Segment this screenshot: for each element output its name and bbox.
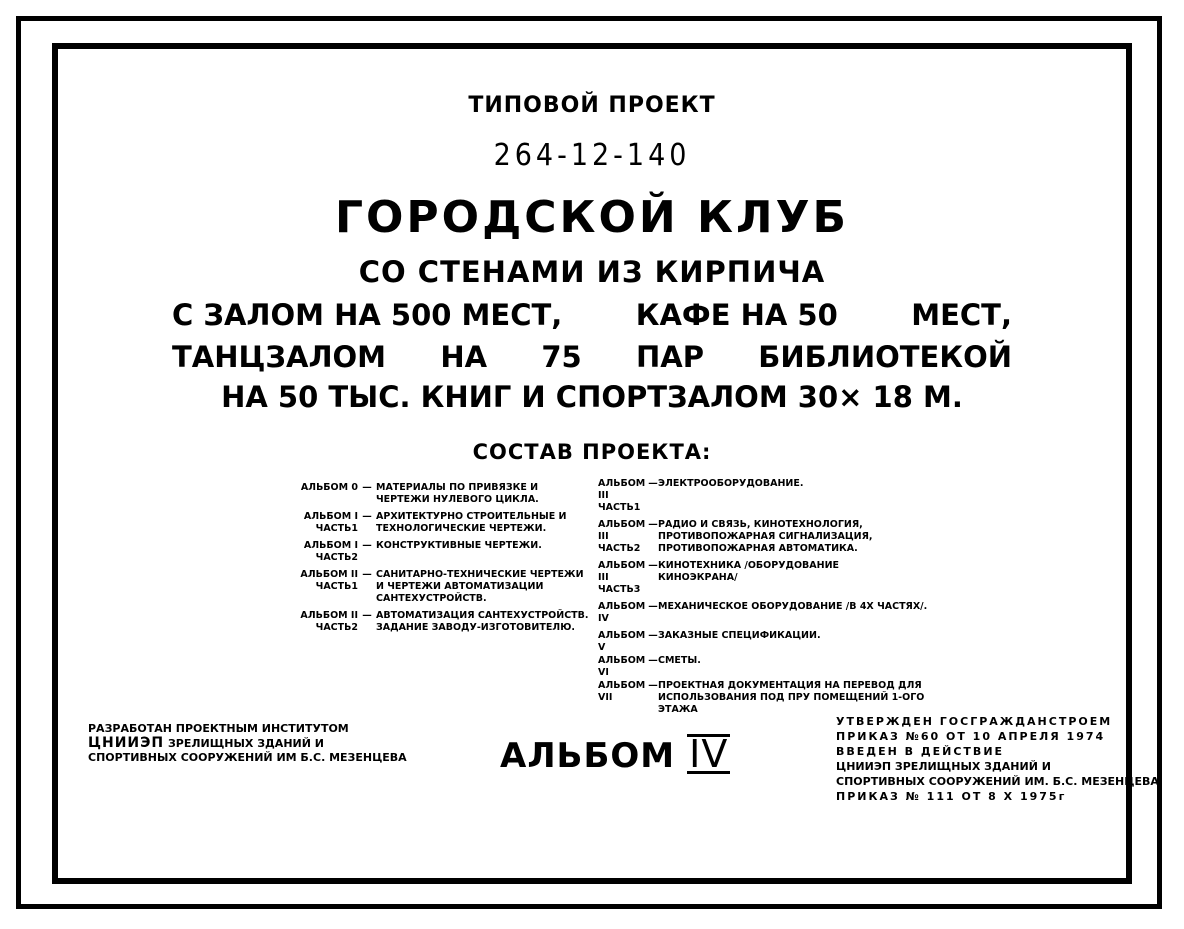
album-label: АЛЬБОМ VII bbox=[598, 680, 646, 703]
approval-line: ПРИКАЗ №60 ОТ 10 АПРЕЛЯ 1974 bbox=[836, 730, 1106, 743]
album-roman-numeral: IV bbox=[689, 732, 729, 776]
approval-block bbox=[836, 714, 1159, 804]
album-text: ЗАКАЗНЫЕ СПЕЦИФИКАЦИИ. bbox=[658, 630, 821, 641]
description-part: КАФЕ НА 50 bbox=[635, 298, 838, 332]
developer-line: РАЗРАБОТАН ПРОЕКТНЫМ ИНСТИТУТОМ bbox=[88, 722, 349, 735]
album-text: МАТЕРИАЛЫ ПО ПРИВЯЗКЕ И ЧЕРТЕЖИ НУЛЕВОГО ЦИКЛА. bbox=[376, 482, 539, 505]
developer-institute: ЦНИИЭП bbox=[88, 735, 165, 751]
album-text: ЭЛЕКТРООБОРУДОВАНИЕ. bbox=[658, 478, 804, 489]
album-label: АЛЬБОМ III ЧАСТЬ1 bbox=[598, 478, 646, 513]
album-text: МЕХАНИЧЕСКОЕ ОБОРУДОВАНИЕ /В 4Х ЧАСТЯХ/. bbox=[658, 601, 928, 612]
dash: — bbox=[362, 482, 372, 493]
album-label: АЛЬБОМ IV bbox=[598, 601, 646, 624]
dash: — bbox=[648, 478, 658, 489]
description-part: БИБЛИОТЕКОЙ bbox=[758, 340, 1012, 374]
album-item bbox=[598, 630, 938, 654]
approval-line: СПОРТИВНЫХ СООРУЖЕНИЙ ИМ. Б.С. МЕЗЕНЦЕВА bbox=[836, 775, 1159, 788]
album-item bbox=[598, 478, 938, 514]
dash: — bbox=[362, 610, 372, 621]
developer-line: СПОРТИВНЫХ СООРУЖЕНИЙ ИМ Б.С. МЕЗЕНЦЕВА bbox=[88, 751, 407, 764]
dash: — bbox=[648, 601, 658, 612]
album-label: АЛЬБОМ 0 bbox=[300, 482, 358, 493]
developer-line bbox=[88, 736, 407, 751]
description-part: С ЗАЛОМ НА 500 МЕСТ, bbox=[172, 298, 563, 332]
album-item bbox=[598, 519, 938, 555]
album-item bbox=[300, 511, 590, 535]
dash: — bbox=[648, 560, 658, 571]
album-text: АРХИТЕКТУРНО СТРОИТЕЛЬНЫЕ И ТЕХНОЛОГИЧЕСКИЕ ЧЕРТЕЖИ. bbox=[376, 511, 567, 534]
dash: — bbox=[362, 540, 372, 551]
album-text: ПРОЕКТНАЯ ДОКУМЕНТАЦИЯ НА ПЕРЕВОД ДЛЯ ИСПОЛЬЗОВАНИЯ ПОД ПРУ ПОМЕЩЕНИЙ 1-ОГО ЭТАЖА bbox=[658, 680, 925, 715]
dash: — bbox=[648, 680, 658, 691]
approval-line: ВВЕДЕН В ДЕЙСТВИЕ bbox=[836, 745, 1005, 758]
project-subtitle: СО СТЕНАМИ ИЗ КИРПИЧА bbox=[358, 255, 826, 289]
dash: — bbox=[648, 519, 658, 530]
dash: — bbox=[648, 630, 658, 641]
description-part: ПАР bbox=[636, 340, 704, 374]
project-type: ТИПОВОЙ ПРОЕКТ bbox=[468, 93, 716, 118]
album-item bbox=[300, 540, 590, 564]
album-label: АЛЬБОМ II ЧАСТЬ1 bbox=[300, 569, 358, 592]
dash: — bbox=[648, 655, 658, 666]
album-label: АЛЬБОМ I ЧАСТЬ1 bbox=[303, 511, 358, 534]
album-label: АЛЬБОМ VI bbox=[598, 655, 646, 678]
album-label: АЛЬБОМ III ЧАСТЬ3 bbox=[598, 560, 646, 595]
albums-left-list bbox=[300, 482, 590, 639]
dash: — bbox=[362, 511, 372, 522]
album-item bbox=[300, 610, 590, 634]
approval-line: ПРИКАЗ № 111 ОТ 8 X 1975г bbox=[836, 790, 1067, 803]
album-text: САНИТАРНО-ТЕХНИЧЕСКИЕ ЧЕРТЕЖИ И ЧЕРТЕЖИ АВТОМАТИЗАЦИИ САНТЕХУСТРОЙСТВ. bbox=[376, 569, 584, 604]
description-part: НА bbox=[440, 340, 488, 374]
album-item bbox=[300, 482, 590, 506]
album-item bbox=[598, 655, 938, 679]
project-number: 264-12-140 bbox=[493, 138, 691, 173]
album-text: КИНОТЕХНИКА /ОБОРУДОВАНИЕ КИНОЭКРАНА/ bbox=[658, 560, 840, 583]
description-line-2 bbox=[172, 340, 1012, 374]
album-item bbox=[598, 680, 938, 716]
developer-block bbox=[88, 722, 407, 765]
albums-right-list bbox=[598, 478, 938, 721]
description-part: МЕСТ, bbox=[911, 298, 1012, 332]
developer-line-rest: ЗРЕЛИЩНЫХ ЗДАНИЙ И bbox=[164, 737, 324, 750]
album-item bbox=[598, 560, 938, 596]
project-title: ГОРОДСКОЙ КЛУБ bbox=[334, 192, 850, 243]
album-text: КОНСТРУКТИВНЫЕ ЧЕРТЕЖИ. bbox=[376, 540, 542, 551]
album-text: АВТОМАТИЗАЦИЯ САНТЕХУСТРОЙСТВ. ЗАДАНИЕ ЗАВОДУ-ИЗГОТОВИТЕЛЮ. bbox=[376, 610, 589, 633]
album-label: АЛЬБОМ V bbox=[598, 630, 646, 653]
dash: — bbox=[362, 569, 372, 580]
album-number-block bbox=[500, 734, 730, 776]
album-item bbox=[300, 569, 590, 605]
album-label: АЛЬБОМ III ЧАСТЬ2 bbox=[598, 519, 646, 554]
description-line-3: НА 50 ТЫС. КНИГ И СПОРТЗАЛОМ 30× 18 М. bbox=[221, 380, 963, 414]
album-text: СМЕТЫ. bbox=[658, 655, 701, 666]
description-part: 75 bbox=[541, 340, 582, 374]
album-label: АЛЬБОМ II ЧАСТЬ2 bbox=[300, 610, 358, 633]
album-item bbox=[598, 601, 938, 625]
composition-header: СОСТАВ ПРОЕКТА: bbox=[472, 440, 712, 464]
album-text: РАДИО И СВЯЗЬ, КИНОТЕХНОЛОГИЯ, ПРОТИВОПОЖАРНАЯ СИГНАЛИЗАЦИЯ, ПРОТИВОПОЖАРНАЯ АВТОМАТИКА. bbox=[658, 519, 873, 554]
approval-line: ЦНИИЭП ЗРЕЛИЩНЫХ ЗДАНИЙ И bbox=[836, 760, 1051, 773]
approval-line: УТВЕРЖДЕН ГОСГРАЖДАНСТРОЕМ bbox=[836, 715, 1113, 728]
description-line-1 bbox=[172, 298, 1012, 332]
album-label: АЛЬБОМ I ЧАСТЬ2 bbox=[303, 540, 358, 563]
album-label-big: АЛЬБОМ bbox=[500, 736, 676, 776]
description-part: ТАНЦЗАЛОМ bbox=[172, 340, 387, 374]
